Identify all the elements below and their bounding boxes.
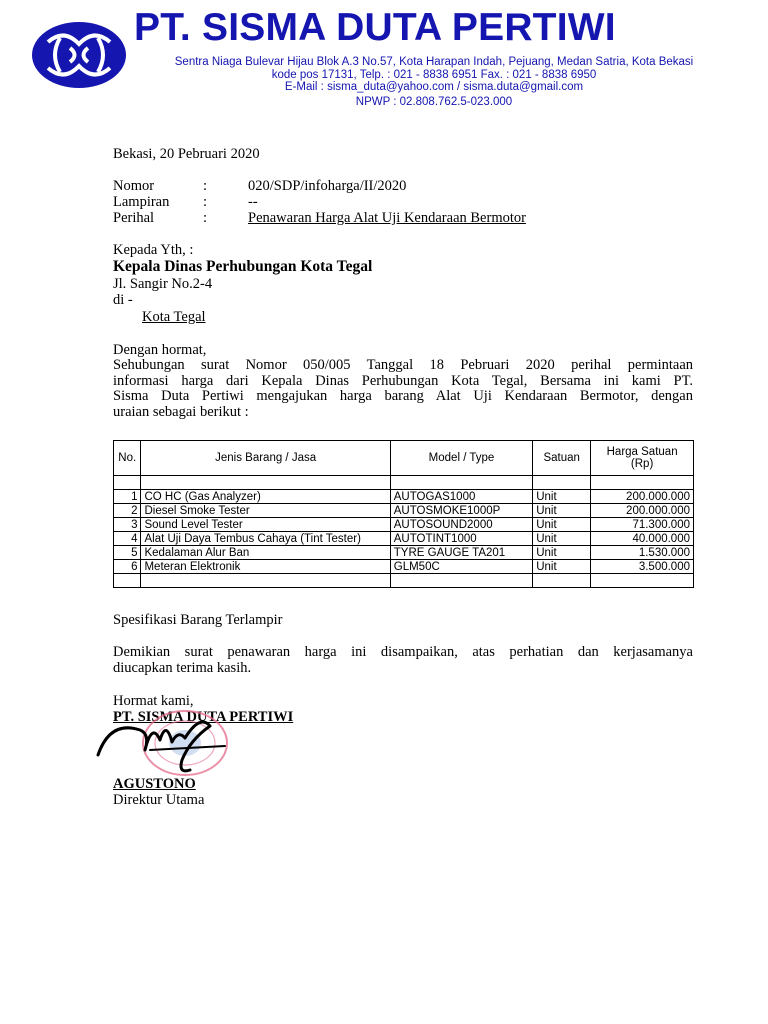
contact-line: kode pos 17131, Telp. : 021 - 8838 6951 Fax. : 021 - 8838 6950 [271,69,597,81]
recipient-street: Jl. Sangir No.2-4 [113,276,213,292]
table-row [114,504,694,518]
cell-model: AUTOSMOKE1000P [390,504,532,518]
recipient-di: di - [113,292,133,308]
header-price-line: (Rp) [630,458,654,470]
cell-unit: Unit [533,546,591,560]
company-logo [30,20,128,90]
company-name: PT. SISMA DUTA PERTIWI [134,6,616,49]
meta-colon: : [203,194,208,210]
cell-unit: Unit [533,560,591,574]
cell-model: AUTOSOUND2000 [390,518,532,532]
cell-no: 2 [114,504,141,518]
intro-paragraph [113,358,693,420]
recipient-name: Kepala Dinas Perhubungan Kota Tegal [113,258,373,275]
recipient-greeting: Kepada Yth, : [113,242,194,258]
place-date: Bekasi, 20 Pebruari 2020 [113,146,260,162]
header-unit: Satuan [533,441,591,476]
cell-no: 1 [114,490,141,504]
cell-no: 6 [114,560,141,574]
table-row-empty [114,574,694,588]
cell-price: 200.000.000 [591,490,694,504]
cell-model: GLM50C [390,560,532,574]
cell-name: CO HC (Gas Analyzer) [141,490,390,504]
spec-note: Spesifikasi Barang Terlampir [113,612,283,628]
meta-colon: : [203,210,208,226]
cell-unit: Unit [533,490,591,504]
regards: Hormat kami, [113,693,194,709]
cell-unit: Unit [533,504,591,518]
closing-line: diucapkan terima kasih. [113,659,252,676]
signer-title: Direktur Utama [113,792,205,808]
signer-name: AGUSTONO [113,776,196,792]
table-row [114,532,694,546]
cell-name: Alat Uji Daya Tembus Cahaya (Tint Tester) [141,532,390,546]
cell-price: 200.000.000 [591,504,694,518]
cell-unit: Unit [533,518,591,532]
address-line: Sentra Niaga Bulevar Hijau Blok A.3 No.57, Kota Harapan Indah, Pejuang, Medan Satria, Kota Bekasi [174,56,694,68]
meta-colon: : [203,178,208,194]
table-row [114,560,694,574]
cell-name: Sound Level Tester [141,518,390,532]
cell-model: AUTOTINT1000 [390,532,532,546]
table-row [114,490,694,504]
table-row [114,518,694,532]
cell-name: Kedalaman Alur Ban [141,546,390,560]
cell-price: 71.300.000 [591,518,694,532]
cell-name: Diesel Smoke Tester [141,504,390,518]
intro-line: uraian sebagai berikut : [113,403,249,420]
salutation: Dengan hormat, [113,342,207,358]
attachment-value: -- [248,194,258,210]
table-header-row [114,441,694,476]
header-price-line: Harga Satuan [606,446,678,458]
cell-no: 4 [114,532,141,546]
recipient-city: Kota Tegal [142,309,206,325]
cell-price: 3.500.000 [591,560,694,574]
cell-price: 40.000.000 [591,532,694,546]
intro-line: Sehubungan surat Nomor 050/005 Tanggal 18 Pebruari 2020 perihal permintaan [113,357,693,373]
cell-name: Meteran Elektronik [141,560,390,574]
intro-line: Sisma Duta Pertiwi mengajukan harga barang Alat Uji Kendaraan Bermotor, dengan [113,388,693,404]
header-no: No. [114,441,141,476]
header-name: Jenis Barang / Jasa [141,441,390,476]
price-table [113,440,694,588]
email-line: E-Mail : sisma_duta@yahoo.com / sisma.duta@gmail.com [284,81,584,93]
cell-model: TYRE GAUGE TA201 [390,546,532,560]
closing-paragraph [113,645,693,676]
header-price [591,441,694,476]
subject-value: Penawaran Harga Alat Uji Kendaraan Bermotor [248,210,526,226]
cell-no: 5 [114,546,141,560]
cell-model: AUTOGAS1000 [390,490,532,504]
signature [90,700,250,780]
table-row [114,546,694,560]
header-model: Model / Type [390,441,532,476]
npwp-line: NPWP : 02.808.762.5-023.000 [355,96,513,108]
meta-label: Perihal [113,210,155,226]
meta-label: Nomor [113,178,155,194]
cell-no: 3 [114,518,141,532]
sign-company: PT. SISMA DUTA PERTIWI [113,709,294,725]
cell-price: 1.530.000 [591,546,694,560]
meta-label: Lampiran [113,194,170,210]
intro-line: informasi harga dari Kepala Dinas Perhubungan Kota Tegal, Bersama ini kami PT. [113,372,693,389]
table-row-empty [114,476,694,490]
closing-line: Demikian surat penawaran harga ini disampaikan, atas perhatian dan kerjasamanya [113,644,693,660]
cell-unit: Unit [533,532,591,546]
letter-number: 020/SDP/infoharga/II/2020 [248,178,407,194]
